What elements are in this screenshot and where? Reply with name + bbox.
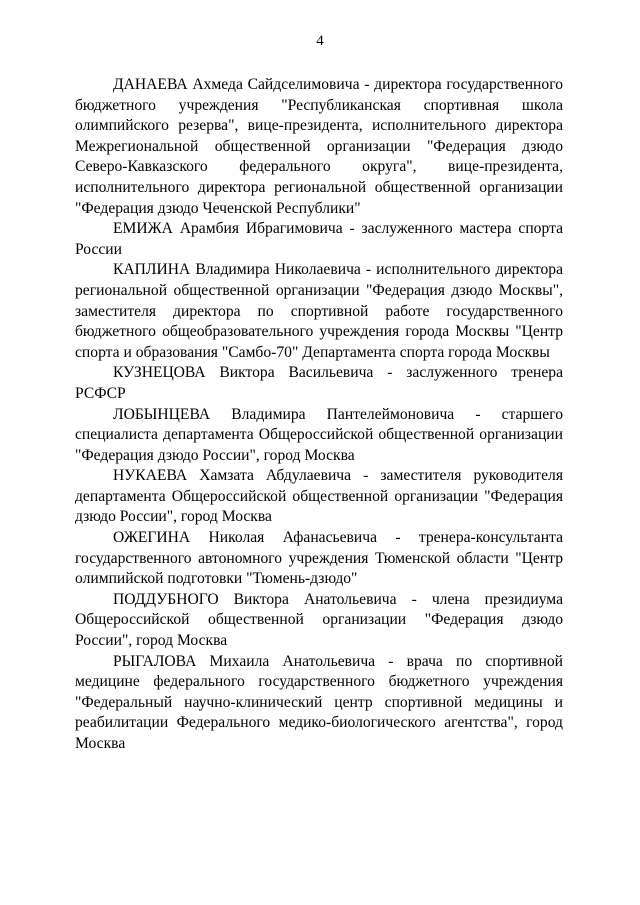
- list-item: ОЖЕГИНА Николая Афанасьевича - тренера-консультанта государственного автономного учреждения Тюменской области "Центр олимпийской подготовки "Тюмень-дзюдо": [75, 529, 563, 588]
- page-number: 4: [316, 33, 324, 49]
- list-item: ЛОБЫНЦЕВА Владимира Пантелеймоновича - старшего специалиста департамента Общероссийской общественной организации "Федерация дзюдо России", город Москва: [75, 405, 563, 464]
- list-item: ПОДДУБНОГО Виктора Анатольевича - члена президиума Общероссийской общественной организации "Федерация дзюдо России", город Москва: [75, 590, 563, 650]
- list-item: НУКАЕВА Хамзата Абдулаевича - заместителя руководителя департамента Общероссийской общественной организации "Федерация дзюдо России", город Москва: [75, 467, 563, 526]
- list-item: ЕМИЖА Арамбия Ибрагимовича - заслуженного мастера спорта России: [75, 220, 563, 258]
- list-item: КАПЛИНА Владимира Николаевича - исполнительного директора региональной общественной организации "Федерация дзюдо Москвы", заместителя директора по спортивной работе государственного бюджетного общеобразовательного учреждения города Москвы "Центр спорта и образования "Самбо-70" Департамента спорта города Москвы: [75, 261, 563, 361]
- list-item: КУЗНЕЦОВА Виктора Васильевича - заслуженного тренера РСФСР: [75, 364, 563, 402]
- award-list: [75, 75, 563, 755]
- list-item: ДАНАЕВА Ахмеда Сайдселимовича - директора государственного бюджетного учреждения "Республиканская спортивная школа олимпийского резерва", вице-президента, исполнительного директора Межрегиональной общественной организации "Федерация дзюдо Северо-Кавказского федерального округа", вице-президента, исполнительного директора региональной общественной организации "Федерация дзюдо Чеченской Республики": [75, 76, 563, 217]
- list-item: РЫГАЛОВА Михаила Анатольевича - врача по спортивной медицине федерального государственного бюджетного учреждения "Федеральный научно-клинический центр спортивной медицины и реабилитации Федерального медико-биологического агентства", город Москва: [75, 652, 563, 752]
